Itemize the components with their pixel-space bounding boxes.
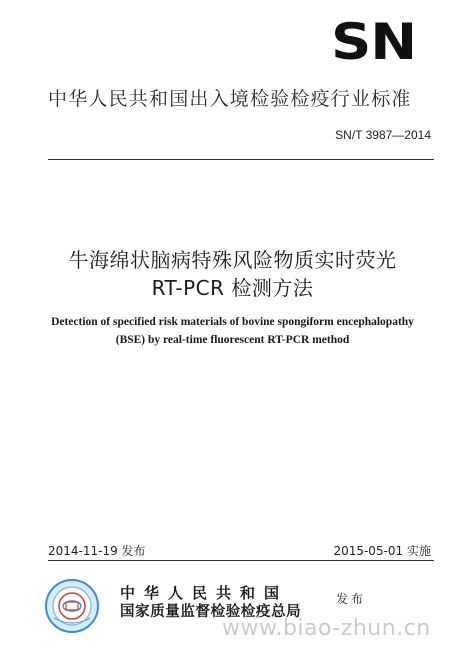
en-title-line2: (BSE) by real-time fluorescent RT-PCR method: [115, 334, 350, 346]
issue-date: 2014-11-19 发布: [48, 544, 146, 558]
bottom-divider: [48, 560, 434, 561]
en-title-line1: Detection of specified risk materials of bovine spongiform encephalopathy: [51, 316, 414, 328]
top-divider: [48, 159, 434, 160]
publisher-country: 中华人民共和国: [120, 584, 289, 602]
publisher-agency: 国家质量监督检验检疫总局: [120, 604, 302, 620]
zh-title-line1: 牛海绵状脑病特殊风险物质实时荧光: [68, 248, 397, 272]
standard-code: SN/T 3987—2014: [335, 128, 431, 142]
org-title: 中华人民共和国出入境检验检疫行业标准: [48, 88, 412, 110]
site-watermark: www.biao-zhun.cn: [222, 616, 431, 641]
implementation-date: 2015-05-01 实施: [333, 544, 431, 558]
aqsiq-seal-icon: [44, 578, 100, 634]
zh-title-line2: RT-PCR 检测方法: [151, 276, 314, 300]
sn-logo: SN: [331, 13, 416, 71]
publisher-action: 发布: [336, 592, 367, 606]
